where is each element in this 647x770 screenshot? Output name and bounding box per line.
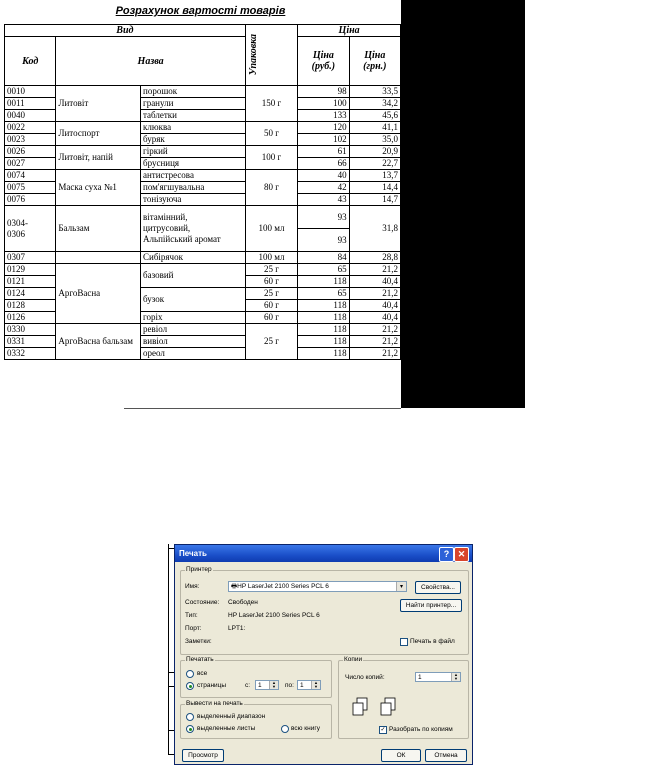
cell-grn: 40,4 [349,312,400,324]
cell-grn: 35,0 [349,134,400,146]
cell-grn: 21,2 [349,288,400,300]
cell-rub: 118 [298,312,349,324]
cell-pack: 25 г [245,324,297,360]
cell-name: Бальзам [56,206,141,252]
price-table [4,24,401,360]
table-row [5,122,401,134]
cell-rub: 133 [298,110,349,122]
table-row [5,252,401,264]
selection-radio[interactable] [186,713,194,721]
printer-icon: 🖶 [231,583,238,590]
cell-vyd: антистресова [141,170,246,182]
output-group [180,700,332,739]
cell-pack: 60 г [245,312,297,324]
cell-rub: 120 [298,122,349,134]
table-underline [124,408,401,409]
cell-kod: 0076 [5,194,56,206]
collate-checkbox[interactable]: ✓ [380,727,386,733]
cell-rub: 100 [298,98,349,110]
print-dialog [174,544,473,765]
header-grn: Ціна (грн.) [349,37,400,86]
port-label: Порт: [185,625,202,632]
cell-rub: 43 [298,194,349,206]
table-row [5,86,401,98]
cell-pack: 150 г [245,86,297,122]
cell-grn: 21,2 [349,336,400,348]
cell-kod: 0331 [5,336,56,348]
cell-vyd: гранули [141,98,246,110]
cell-vyd: буряк [141,134,246,146]
cell-kod: 0121 [5,276,56,288]
cell-pack: 60 г [245,276,297,288]
cell-pack: 50 г [245,122,297,146]
name-label: Имя: [185,583,200,590]
to-label: по: [285,682,294,689]
cell-rub: 66 [298,158,349,170]
printer-group-label: Принтер [186,566,212,573]
cell-kod: 0023 [5,134,56,146]
cell-rub: 118 [298,276,349,288]
state-value: Свободен [228,599,258,606]
header-upakovka: Упаковка [245,25,297,86]
cell-vyd: пом'ягшувальна [141,182,246,194]
type-label: Тип: [185,612,198,619]
collate-label: Разобрать по копиям [389,726,453,733]
all-radio[interactable] [186,670,194,678]
cell-rub: 61 [298,146,349,158]
cell-grn: 40,4 [349,300,400,312]
cell-name: Литоспорт [56,122,141,146]
cell-kod: 0011 [5,98,56,110]
leader-line-vertical [168,544,169,754]
cell-vyd: горіх [141,312,246,324]
cell-kod: 0304- 0306 [5,206,56,252]
cell-kod: 0022 [5,122,56,134]
collate-pages-icon [379,697,397,717]
find-printer-button[interactable]: Найти принтер... [400,599,462,612]
cell-vyd: брусниця [141,158,246,170]
cell-pack: 25 г [245,264,297,276]
cell-rub: 93 [298,206,349,229]
sheet-title: Розрахунок вартості товарів [115,5,286,17]
dialog-title: Печать [179,549,207,558]
table-row [5,324,401,336]
from-label: с: [245,682,251,689]
cell-vyd: клюква [141,122,246,134]
cell-rub: 118 [298,300,349,312]
cell-grn: 21,2 [349,264,400,276]
to-input[interactable] [297,680,321,690]
whole-book-radio[interactable] [281,725,289,733]
table-row [5,264,401,276]
cell-vyd: вітамінний, цитрусовий, Альпійський аромат [141,206,246,252]
cell-grn: 14,4 [349,182,400,194]
to-value: 1 [300,682,304,689]
cell-kod: 0330 [5,324,56,336]
cell-name: Литовіт [56,86,141,122]
cell-kod: 0026 [5,146,56,158]
cell-vyd: Сибірячок [141,252,246,264]
cell-grn: 28,8 [349,252,400,264]
print-range-label: Печатать [186,656,214,663]
from-input[interactable] [255,680,279,690]
cell-pack: 100 мл [245,206,297,252]
cell-vyd: ореол [141,348,246,360]
cell-rub: 65 [298,288,349,300]
from-value: 1 [258,682,262,689]
spin-icon[interactable]: ▲ ▼ [311,681,320,689]
cell-pack: 25 г [245,288,297,300]
header-cina: Ціна [298,25,401,37]
cell-rub: 118 [298,348,349,360]
print-to-file-checkbox[interactable] [400,638,408,646]
pages-radio[interactable] [186,682,194,690]
all-label: все [197,670,208,677]
cell-grn: 33,5 [349,86,400,98]
printer-select-value: HP LaserJet 2100 Series PCL 6 [237,583,329,590]
black-panel [401,0,525,408]
help-icon[interactable]: ? [439,547,454,562]
spin-icon[interactable]: ▲ ▼ [269,681,278,689]
port-value: LPT1: [228,625,246,632]
cell-grn: 22,7 [349,158,400,170]
header-rub: Ціна (руб.) [298,37,349,86]
cell-rub: 118 [298,324,349,336]
dialog-titlebar [175,545,472,562]
printer-select[interactable] [228,581,407,592]
pages-label: страницы [197,682,227,689]
cell-kod: 0074 [5,170,56,182]
cell-grn: 21,2 [349,324,400,336]
notes-label: Заметки: [185,638,212,645]
type-value: HP LaserJet 2100 Series PCL 6 [228,612,320,619]
cell-kod: 0128 [5,300,56,312]
cell-kod: 0075 [5,182,56,194]
cell-rub: 65 [298,264,349,276]
cell-pack: 60 г [245,300,297,312]
cell-vyd: вивіол [141,336,246,348]
cell-pack: 80 г [245,170,297,206]
cell-rub: 40 [298,170,349,182]
cell-vyd: таблетки [141,110,246,122]
cell-kod: 0027 [5,158,56,170]
state-label: Состояние: [185,599,220,606]
cell-vyd: тонізуюча [141,194,246,206]
cell-pack: 100 г [245,146,297,170]
cell-rub: 102 [298,134,349,146]
cell-vyd: порошок [141,86,246,98]
cell-grn: 31,8 [349,206,400,252]
cell-kod: 0129 [5,264,56,276]
output-group-label: Вывести на печать [186,700,243,707]
cell-kod: 0010 [5,86,56,98]
properties-button[interactable]: Свойства... [415,581,461,594]
close-icon[interactable]: ✕ [454,547,469,562]
table-row [5,206,401,229]
cell-vyd: базовий [141,264,246,288]
cell-grn: 45,6 [349,110,400,122]
cell-name: АргоВасна [56,264,141,324]
selected-sheets-radio[interactable] [186,725,194,733]
cell-grn: 20,9 [349,146,400,158]
cell-vyd: ревіол [141,324,246,336]
cell-vyd: гіркий [141,146,246,158]
table-row [5,146,401,158]
cell-kod: 0126 [5,312,56,324]
cell-name: Литовіт, напій [56,146,141,170]
preview-button[interactable]: Просмотр [182,749,224,762]
cell-kod: 0307 [5,252,56,264]
cell-vyd: бузок [141,288,246,312]
spin-icon[interactable]: ▲ ▼ [451,673,460,681]
whole-book-label: всю книгу [291,725,320,732]
cell-name: АргоВасна бальзам [56,324,141,360]
cell-rub: 84 [298,252,349,264]
cell-kod: 0332 [5,348,56,360]
collate-pages-icon [351,697,369,717]
print-range-group [180,656,332,698]
copies-input[interactable] [415,672,461,682]
copies-value: 1 [418,674,422,681]
selection-label: выделенный диапазон [197,713,266,720]
cell-grn: 14,7 [349,194,400,206]
cell-rub: 93 [298,229,349,252]
cell-rub: 118 [298,336,349,348]
cell-pack: 100 мл [245,252,297,264]
cell-kod: 0124 [5,288,56,300]
chevron-down-icon[interactable]: ▾ [396,582,406,591]
cell-grn: 34,2 [349,98,400,110]
cell-rub: 98 [298,86,349,98]
header-vyd: Вид [5,25,246,37]
cell-name: Маска суха №1 [56,170,141,206]
copies-label: Число копий: [345,674,385,681]
selected-sheets-label: выделенные листы [197,725,256,732]
print-to-file-label: Печать в файл [410,638,455,645]
cell-grn: 13,7 [349,170,400,182]
header-kod: Код [5,37,56,86]
ok-button[interactable]: ОК [381,749,421,762]
cell-kod: 0040 [5,110,56,122]
copies-group-label: Копии [344,656,363,663]
table-row [5,170,401,182]
cell-grn: 41,1 [349,122,400,134]
cancel-button[interactable]: Отмена [425,749,467,762]
cell-rub: 42 [298,182,349,194]
cell-grn: 21,2 [349,348,400,360]
cell-grn: 40,4 [349,276,400,288]
header-nazva: Назва [56,37,245,86]
